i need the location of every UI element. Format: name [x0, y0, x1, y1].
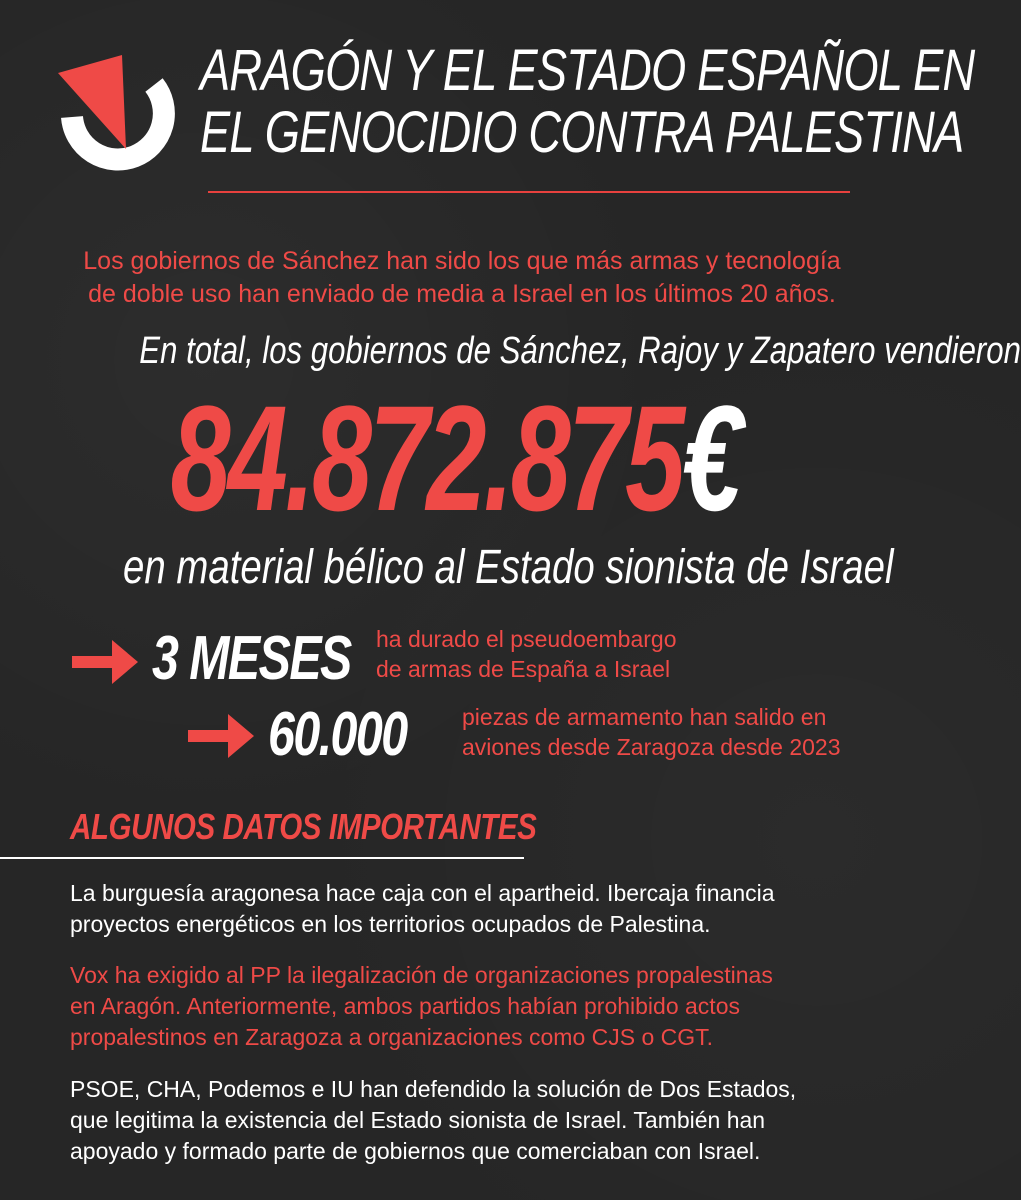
- title-line-1: ARAGÓN Y EL ESTADO ESPAÑOL EN: [200, 38, 975, 103]
- stat-months-desc-line-2: de armas de España a Israel: [376, 656, 671, 682]
- material-statement: en material bélico al Estado sionista de Israel: [123, 541, 894, 594]
- paragraph-vox: [70, 960, 860, 1053]
- paragraph-line: La burguesía aragonesa hace caja con el apartheid. Ibercaja financia: [70, 880, 775, 906]
- arrow-right-icon: [188, 710, 256, 762]
- title-line-2: EL GENOCIDIO CONTRA PALESTINA: [200, 100, 964, 165]
- red-triangle-and-white-ring-logo: [52, 45, 182, 175]
- stat-months-description: [376, 624, 677, 684]
- paragraph-parties: [70, 1074, 860, 1167]
- total-statement: En total, los gobiernos de Sánchez, Rajoy y Zapatero vendieron: [139, 330, 1021, 372]
- page-title: [200, 38, 975, 165]
- total-amount: [135, 374, 776, 542]
- stat-pieces-value: 60.000: [268, 700, 407, 769]
- section-title: ALGUNOS DATOS IMPORTANTES: [70, 806, 537, 847]
- stat-pieces-description: [462, 702, 841, 762]
- paragraph-ibercaja: [70, 878, 860, 940]
- stat-pieces-desc-line-1: piezas de armamento han salido en: [462, 704, 827, 730]
- paragraph-line: PSOE, CHA, Podemos e IU han defendido la solución de Dos Estados,: [70, 1076, 797, 1102]
- intro-text: [82, 245, 842, 311]
- paragraph-line: en Aragón. Anteriormente, ambos partidos habían prohibido actos: [70, 993, 740, 1019]
- intro-line-2: de doble uso han enviado de media a Israel en los últimos 20 años.: [88, 280, 836, 308]
- stat-months-desc-line-1: ha durado el pseudoembargo: [376, 626, 677, 652]
- paragraph-line: proyectos energéticos en los territorios ocupados de Palestina.: [70, 911, 711, 937]
- intro-line-1: Los gobiernos de Sánchez han sido los que más armas y tecnología: [83, 247, 841, 275]
- organization-logo: [52, 45, 182, 175]
- stat-months-value: 3 MESES: [152, 624, 351, 693]
- amount-number: 84.872.875: [170, 374, 683, 542]
- paragraph-line: que legitima la existencia del Estado sionista de Israel. También han: [70, 1107, 766, 1133]
- paragraph-line: apoyado y formado parte de gobiernos que comerciaban con Israel.: [70, 1138, 761, 1164]
- section-divider: [0, 857, 524, 859]
- arrow-right-icon: [72, 636, 140, 688]
- paragraph-line: propalestinos en Zaragoza a organizaciones como CJS o CGT.: [70, 1024, 714, 1050]
- title-divider: [208, 191, 850, 193]
- stat-pieces-desc-line-2: aviones desde Zaragoza desde 2023: [462, 734, 841, 760]
- amount-currency: €: [682, 374, 740, 542]
- paragraph-line: Vox ha exigido al PP la ilegalización de organizaciones propalestinas: [70, 962, 773, 988]
